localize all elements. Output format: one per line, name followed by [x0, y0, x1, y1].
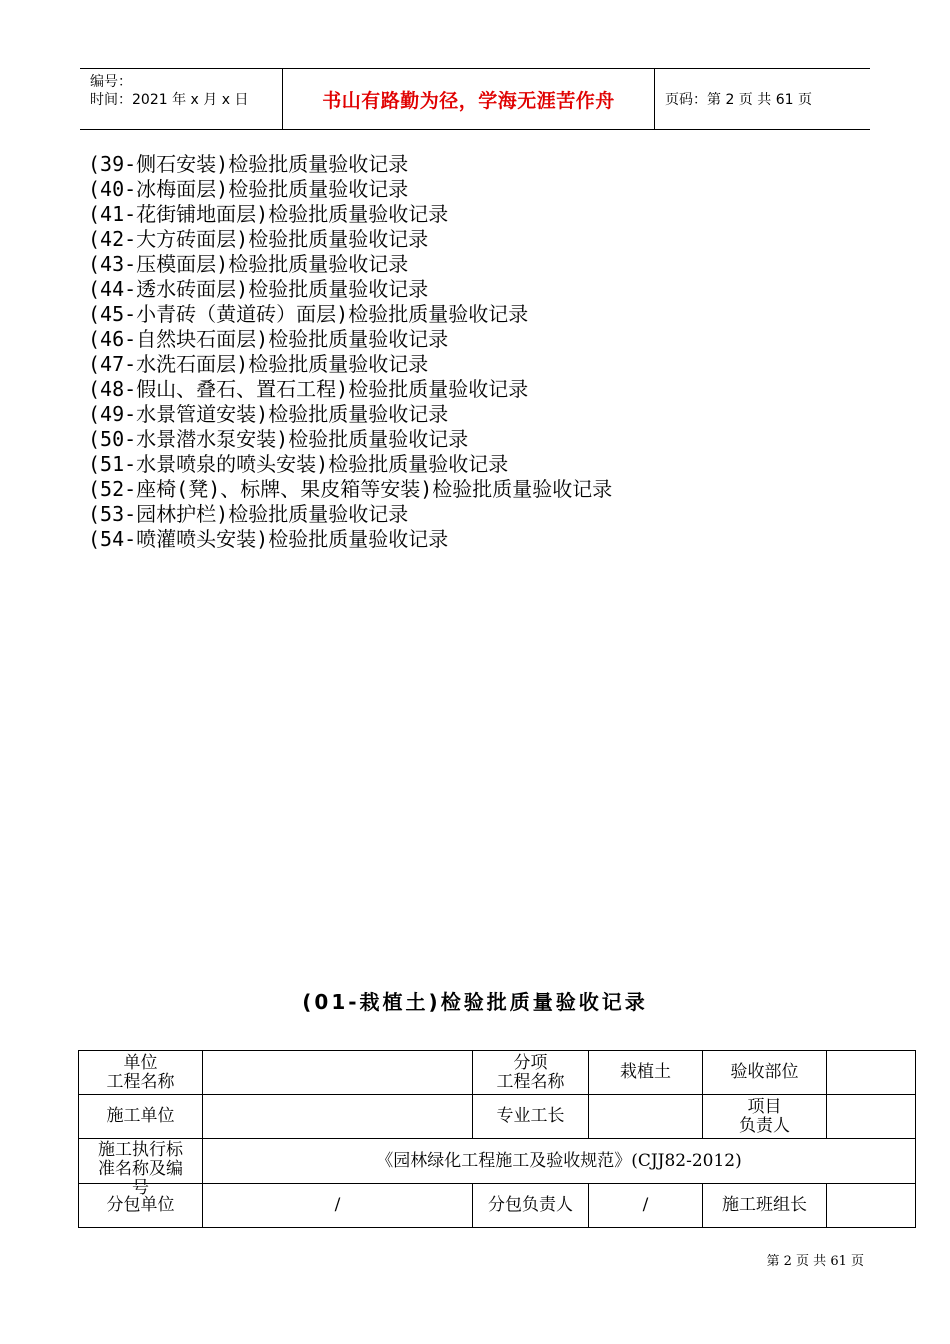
list-item: (44-透水砖面层)检验批质量验收记录 — [88, 277, 429, 301]
table-row — [79, 1139, 916, 1184]
unit-project-value[interactable] — [203, 1051, 473, 1095]
serial-label: 编号： — [90, 74, 132, 90]
foreman-value[interactable] — [589, 1095, 703, 1139]
list-item: (54-喷灌喷头安装)检验批质量验收记录 — [88, 527, 449, 551]
subcontract-lead-value[interactable]: / — [589, 1184, 703, 1228]
table-row — [79, 1184, 916, 1228]
list-item: (47-水洗石面层)检验批质量验收记录 — [88, 352, 429, 376]
list-item: (53-园林护栏)检验批质量验收记录 — [88, 502, 409, 526]
list-item: (46-自然块石面层)检验批质量验收记录 — [88, 327, 449, 351]
page-header — [80, 68, 870, 130]
list-item: (43-压模面层)检验批质量验收记录 — [88, 252, 409, 276]
unit-project-label: 单位 工程名称 — [79, 1051, 203, 1095]
inspection-part-value[interactable] — [827, 1051, 916, 1095]
motto-text: 书山有路勤为径，学海无涯苦作舟 — [322, 89, 615, 112]
foreman-label: 专业工长 — [473, 1095, 589, 1139]
subcontractor-value[interactable]: / — [203, 1184, 473, 1228]
list-item: (39-侧石安装)检验批质量验收记录 — [88, 152, 409, 176]
header-motto — [282, 69, 655, 129]
team-leader-value[interactable] — [827, 1184, 916, 1228]
list-item: (48-假山、叠石、置石工程)检验批质量验收记录 — [88, 377, 529, 401]
time-label: 时间：2021 年 x 月 x 日 — [90, 92, 249, 108]
list-item: (40-冰梅面层)检验批质量验收记录 — [88, 177, 409, 201]
team-leader-label: 施工班组长 — [703, 1184, 827, 1228]
subitem-project-value[interactable]: 栽植土 — [589, 1051, 703, 1095]
project-manager-value[interactable] — [827, 1095, 916, 1139]
subitem-project-label: 分项 工程名称 — [473, 1051, 589, 1095]
subcontract-lead-label: 分包负责人 — [473, 1184, 589, 1228]
section-title: (01-栽植土)检验批质量验收记录 — [302, 990, 648, 1014]
page-footer: 第 2 页 共 61 页 — [766, 1254, 864, 1269]
list-item: (41-花街铺地面层)检验批质量验收记录 — [88, 202, 449, 226]
inspection-part-label: 验收部位 — [703, 1051, 827, 1095]
list-item: (49-水景管道安装)检验批质量验收记录 — [88, 402, 449, 426]
list-item: (42-大方砖面层)检验批质量验收记录 — [88, 227, 429, 251]
inspection-form-table — [78, 1050, 916, 1228]
subcontractor-label: 分包单位 — [79, 1184, 203, 1228]
constructor-value[interactable] — [203, 1095, 473, 1139]
table-row — [79, 1051, 916, 1095]
record-list — [88, 152, 612, 552]
header-meta — [80, 69, 282, 129]
list-item: (52-座椅(凳)、标牌、果皮箱等安装)检验批质量验收记录 — [88, 477, 613, 501]
list-item: (51-水景喷泉的喷头安装)检验批质量验收记录 — [88, 452, 509, 476]
list-item: (50-水景潜水泵安装)检验批质量验收记录 — [88, 427, 469, 451]
standard-value[interactable]: 《园林绿化工程施工及验收规范》(CJJ82-2012) — [203, 1139, 916, 1184]
constructor-label: 施工单位 — [79, 1095, 203, 1139]
project-manager-label: 项目 负责人 — [703, 1095, 827, 1139]
table-row — [79, 1095, 916, 1139]
list-item: (45-小青砖（黄道砖）面层)检验批质量验收记录 — [88, 302, 529, 326]
header-page-number: 页码：第 2 页 共 61 页 — [665, 92, 812, 108]
standard-label: 施工执行标 准名称及编 号 — [79, 1139, 203, 1184]
